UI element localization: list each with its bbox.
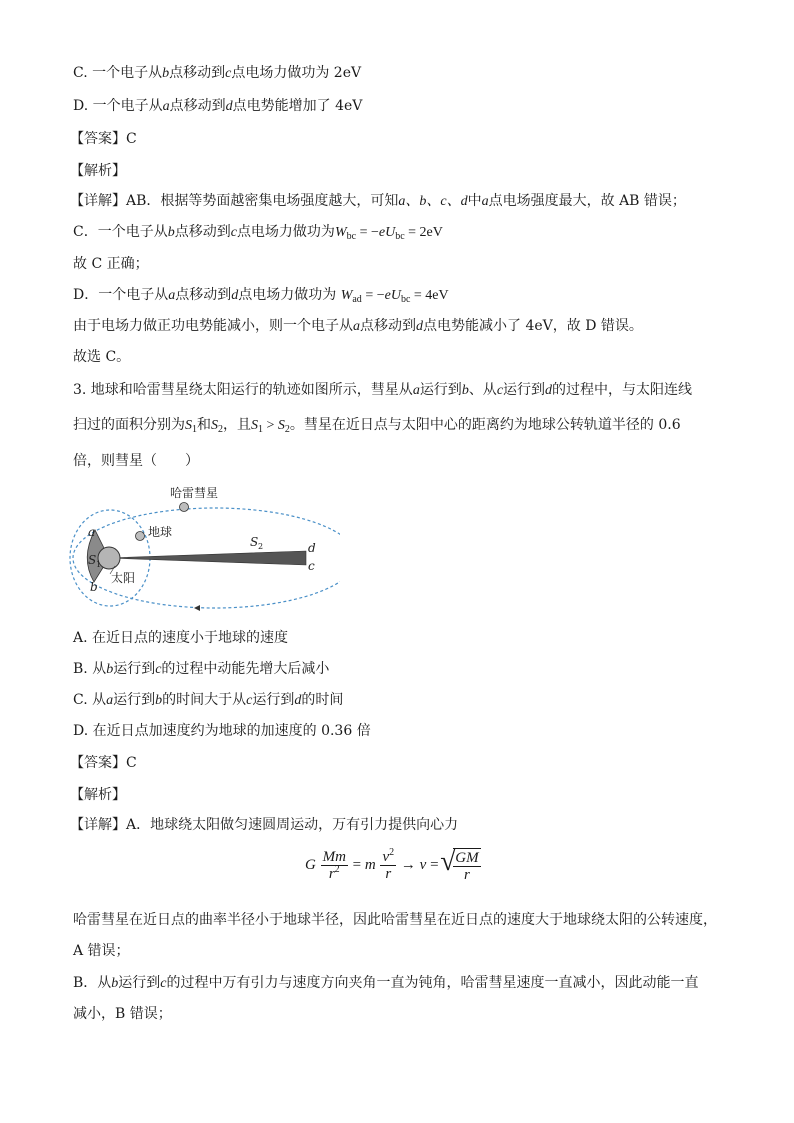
d-work-line: [73, 285, 449, 306]
analysis-label-2: 【解析】: [70, 787, 126, 803]
var: a: [353, 319, 360, 334]
radical-sign: √: [440, 846, 456, 877]
text: 运行到: [252, 692, 295, 708]
earth: [136, 532, 145, 541]
var: d: [225, 99, 233, 114]
c-work-line: [73, 222, 443, 243]
option-c: [73, 690, 343, 711]
denominator: r: [385, 866, 392, 882]
text: 点电场力做功为 2eV: [231, 65, 362, 81]
text: 的过程中动能先增大后减小: [161, 661, 330, 677]
text: 点移动到: [174, 224, 231, 240]
subscript: 1: [258, 424, 263, 435]
text: C. 一个电子从: [73, 65, 163, 81]
analysis-label: 【解析】: [70, 163, 126, 179]
s2-sub: 2: [258, 542, 264, 551]
subscript: 2: [218, 424, 223, 435]
subscript: ad: [352, 294, 362, 305]
var: a: [162, 99, 170, 114]
var: a: [106, 693, 114, 708]
text: 的过程中万有引力与速度方向夹角一直为钝角，哈雷彗星速度一直减小，因此动能一直: [166, 975, 699, 991]
equals: =: [430, 857, 439, 873]
sun-label: 太阳: [111, 571, 136, 585]
var: b: [167, 225, 175, 240]
var: c: [155, 662, 162, 677]
text: 点电势能减小了 4eV，故 D 错误。: [423, 318, 643, 334]
text: 运行到: [419, 382, 462, 398]
q3-line1: [73, 380, 692, 401]
text: = −: [356, 225, 379, 240]
exponent: 2: [389, 847, 395, 858]
var-v: v: [419, 857, 427, 873]
point-a: a: [88, 525, 96, 539]
text: 由于电场力做正功电势能减小，则一个电子从: [73, 318, 353, 334]
detail-line: [70, 191, 686, 212]
var: d: [416, 319, 423, 334]
text: 运行到: [113, 661, 156, 677]
option-b: [73, 659, 329, 680]
comet: [180, 503, 189, 512]
var: a: [481, 194, 489, 209]
text: 点电场强度最大，故 AB 错误；: [488, 193, 686, 209]
var: d: [231, 288, 239, 303]
var: W: [340, 288, 353, 303]
text: D．一个电子从: [73, 287, 169, 303]
var: b: [111, 976, 119, 991]
option-a: A. 在近日点的速度小于地球的速度: [73, 630, 289, 646]
exponent: 2: [334, 864, 340, 875]
var: d: [545, 383, 553, 398]
para-1b: A 错误；: [73, 943, 130, 959]
text: B．从: [73, 975, 112, 991]
var: b: [162, 66, 170, 81]
var: S: [277, 418, 285, 433]
point-b: b: [90, 580, 98, 594]
var: c: [230, 225, 237, 240]
point-d: d: [308, 541, 316, 555]
comet-label: 哈雷彗星: [170, 486, 219, 500]
detail-line-2: 【详解】A．地球绕太阳做匀速圆周运动，万有引力提供向心力: [70, 817, 459, 833]
var: b: [461, 383, 469, 398]
text: 点电场力做功为: [238, 287, 341, 303]
frac-Mm-r2: [321, 849, 348, 882]
denominator: r: [464, 867, 470, 883]
var: d: [294, 693, 302, 708]
subscript: bc: [400, 294, 411, 305]
text: 点电势能增加了 4eV: [232, 98, 363, 114]
text: 和: [197, 417, 211, 433]
para-2: [73, 973, 699, 994]
text: 点移动到: [360, 318, 416, 334]
option-c-line: [73, 63, 361, 84]
var-G: G: [305, 857, 316, 873]
q3-line3: 倍，则彗星（ ）: [73, 453, 199, 469]
orbit-diagram: [60, 478, 340, 613]
text: 、从: [468, 382, 497, 398]
text: 运行到: [503, 382, 546, 398]
c-correct-line: 故 C 正确；: [73, 256, 149, 272]
answer-label-2: 【答案】C: [70, 755, 137, 771]
answer-label: 【答案】C: [70, 131, 137, 147]
var: b: [155, 693, 163, 708]
text: 的过程中，与太阳连线: [552, 382, 693, 398]
var: eU: [378, 225, 396, 240]
text: 的时间大于从: [162, 692, 247, 708]
text: 运行到: [113, 692, 156, 708]
text: C. 从: [73, 692, 107, 708]
var: a: [412, 383, 420, 398]
var: eU: [384, 288, 401, 303]
text: = 4eV: [410, 288, 449, 303]
text: 扫过的面积分别为: [73, 417, 185, 433]
para-2b: 减小，B 错误；: [73, 1006, 172, 1022]
text: 【详解】AB．根据等势面越密集电场强度越大，可知: [70, 193, 399, 209]
s1-sub: 1: [96, 560, 102, 569]
s2-label: S: [250, 535, 259, 549]
frac-GM-r: [453, 848, 480, 883]
text: 的时间: [301, 692, 344, 708]
subscript: bc: [346, 231, 357, 242]
text: 点电场力做功为: [236, 224, 335, 240]
var: W: [334, 225, 347, 240]
numerator: Mm: [322, 849, 346, 865]
denominator: r: [328, 866, 335, 882]
text: 点移动到: [169, 65, 226, 81]
var: S: [185, 418, 192, 433]
para-1: 哈雷彗星在近日点的曲率半径小于地球半径，因此哈雷彗星在近日点的速度大于地球绕太阳的公转速度，: [73, 912, 717, 928]
text: D. 一个电子从: [73, 98, 163, 114]
option-d-line: [73, 96, 362, 117]
point-c: c: [308, 559, 315, 573]
choose-line: 故选 C。: [73, 349, 131, 365]
s2-sector: [109, 551, 306, 565]
s1-label: S: [88, 553, 97, 567]
text: 运行到: [118, 975, 161, 991]
var: a: [168, 288, 176, 303]
direction-arrow: [194, 605, 200, 611]
subscript: 2: [284, 424, 290, 435]
subscript: bc: [395, 231, 405, 242]
var: b: [106, 662, 114, 677]
equals: =: [352, 857, 362, 873]
text: ，且: [223, 417, 251, 433]
text: 。彗星在近日点与太阳中心的距离约为地球公转轨道半径的 0.6: [289, 417, 681, 433]
sqrt: [442, 848, 481, 883]
text: = 2eV: [404, 225, 443, 240]
var: S: [251, 418, 258, 433]
text: 点移动到: [169, 98, 226, 114]
q3-line2: [73, 415, 681, 436]
gravity-formula: [305, 848, 482, 888]
var: c: [225, 66, 232, 81]
text: 3. 地球和哈雷彗星绕太阳运行的轨迹如图所示，彗星从: [73, 382, 413, 398]
var-m: m: [364, 857, 376, 873]
text: 中: [467, 193, 482, 209]
text: 点移动到: [175, 287, 232, 303]
sun: [98, 547, 120, 569]
var: c: [160, 976, 167, 991]
arrow: →: [400, 857, 416, 873]
subscript: 1: [192, 424, 197, 435]
var: S: [211, 418, 218, 433]
option-d: D. 在近日点加速度约为地球的加速度的 0.36 倍: [73, 723, 371, 739]
var: a、b、c、d: [398, 194, 468, 209]
text: = −: [361, 288, 385, 303]
var: c: [246, 693, 253, 708]
text: B. 从: [73, 661, 107, 677]
earth-label: 地球: [148, 525, 173, 539]
text: C．一个电子从: [73, 224, 168, 240]
frac-v2-r: [380, 849, 396, 882]
numerator: v: [382, 849, 390, 865]
text: >: [263, 418, 278, 433]
numerator: GM: [455, 850, 479, 866]
var: c: [496, 383, 504, 398]
reason-line: [73, 316, 643, 337]
